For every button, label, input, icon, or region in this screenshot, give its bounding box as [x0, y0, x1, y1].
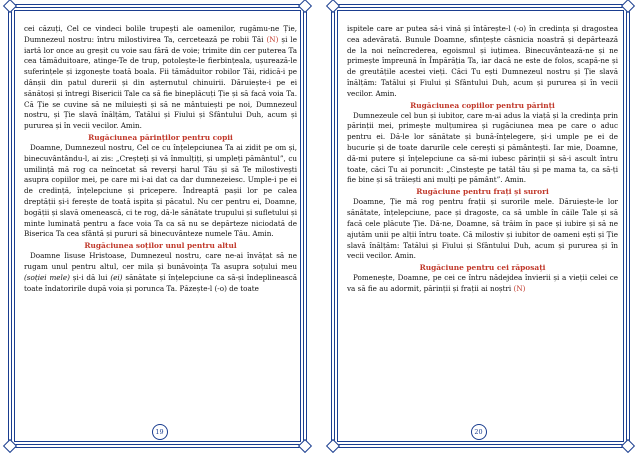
page-text — [347, 24, 618, 295]
prayer-heading: Rugăciunea copiilor pentru părinți — [410, 100, 555, 110]
prayer-heading: Rugăciune pentru cei răposați — [419, 263, 546, 273]
page-number: 19 — [152, 424, 168, 440]
right-page — [319, 0, 638, 452]
paragraph: Pomenește, Doamne, pe cei ce întru nădejdea învierii și a vieții celei ce va să fie au adormit, părinții și frații ai noștri (N) — [347, 273, 618, 294]
paragraph: ispitele care ar putea să-i vină și întărește-l (-o) în credința și dragostea cea adevărată. Bunule Doamne, sfințește căsnicia noastră și depărtează de la noi neîncrederea, egoismul și iuțimea. Binecuvântează-ne și ne primește împreună în Împărăția Ta, iar dacă ne este de folos, scapă-ne și de greutățile acestei vieți. Căci Tu ești Dumnezeul nostru și Ție slavă înălțăm: Tatălui și Fiului și Sfântului Duh, acum și pururea și în vecii vecilor. Amin. — [347, 24, 618, 98]
prayer-heading: Rugăciunea părinților pentru copii — [88, 132, 233, 142]
name-marker: (N) — [266, 34, 279, 44]
left-page — [0, 0, 319, 452]
page-text — [24, 24, 297, 295]
page-number: 20 — [471, 424, 487, 440]
paragraph: cei căzuți, Cel ce vindeci bolile trupești ale oamenilor, rugămu-ne Ție, Dumnezeul nostru: întru milostivirea Ta, cercetează pe robii Tăi (N) și le iartă lor once au greșit cu voie sau fără de voie; trimite din cer puterea Ta cea tămăduitoare, atinge-Te de trup, potolește-le fierbințeala, ușurează-le suferințele și izgonește toată boala. Fii tămăduitor robilor Tăi, ridică-i pe dânșii din patul durerii și din așternutul chinuirii. Dăruiește-i pe ei sănătoși și întregi Bisericii Tale ca să fie bineplăcuți Ție și să facă voia Ta. Că Ție se cuvine să ne miluiești și să ne mântuiești pe noi, Dumnezeul nostru, și Ție slavă înălțăm, Tatălui și Fiului și Sfântului Duh, acum și pururea și în vecii vecilor. Amin. — [24, 24, 297, 131]
prayer-heading: Rugăciune pentru frați și surori — [416, 187, 549, 197]
paragraph: Dumnezeule cel bun și iubitor, care m-ai adus la viață și la credința prin părinții mei, primește mulțumirea și rugăciunea mea pe care o aduc pentru ei. Dă-le lor sănătate și bună-înțelegere, și-i umple pe ei de bucurie și de toate darurile cele cerești și pământești. Iar mie, Doamne, dă-mi putere și înțelepciune ca să-mi iubesc părinții și să-i ascult întru toate, căci Tu ai poruncit: „Cinstește pe tatăl tău și pe mama ta, ca să-ți fie bine și să trăiești ani mulți pe pământ”. Amin. — [347, 110, 618, 185]
paragraph: Doamne, Dumnezeul nostru, Cel ce cu înțelepciunea Ta ai zidit pe om și, binecuvântându-l, ai zis: „Creșteți și vă înmulțiți, și umpleți pământul”, cu umilință mă rog ca neîncetat să reverși harul Tău și să Te milostivești asupra copiilor mei, pe care mi i-ai dat ca dar dumnezeiesc. Umple-i pe ei de credință, înțelepciune și pricepere. Îndreaptă pașii lor pe calea dreptății și-i ferește de toată ispita și păcatul. Nu cer pentru ei, Doamne, bogății și slavă omenească, ci te rog, dă-le sănătate trupului și sufletului și minte luminată pentru a face voia Ta ca să nu se depărteze niciodată de Biserica Ta cea sfântă și pururi să binecuvânteze numele Tău. Amin. — [24, 143, 297, 239]
prayer-heading: Rugăciunea soților unul pentru altul — [84, 241, 237, 251]
name-marker: (N) — [513, 284, 526, 294]
paragraph: Doamne Iisuse Hristoase, Dumnezeul nostru, care ne-ai învățat să ne rugam unul pentru altul, cer mila și bunăvoința Ta asupra soțului meu (soției mele) și-i dă lui (ei) sănătate și înțelepciune ca să-și îndeplinească toate îndatoririle după voia și porunca Ta. Păzește-l (-o) de toate — [24, 251, 297, 293]
paragraph: Doamne, Ție mă rog pentru frații și surorile mele. Dăruiește-le lor sănătate, înțelepciune, pace și dragoste, ca să umble în căile Tale și să facă cele plăcute Ție. Dă-ne, Doamne, să trăim în pace și iubire și să ne ajutăm unii pe alții întru toate. Că milostiv și iubitor de oameni ești și Ție slavă înălțăm: Tatălui și Fiului și Sfântului Duh, acum și pururea și în vecii vecilor. Amin. — [347, 197, 618, 261]
